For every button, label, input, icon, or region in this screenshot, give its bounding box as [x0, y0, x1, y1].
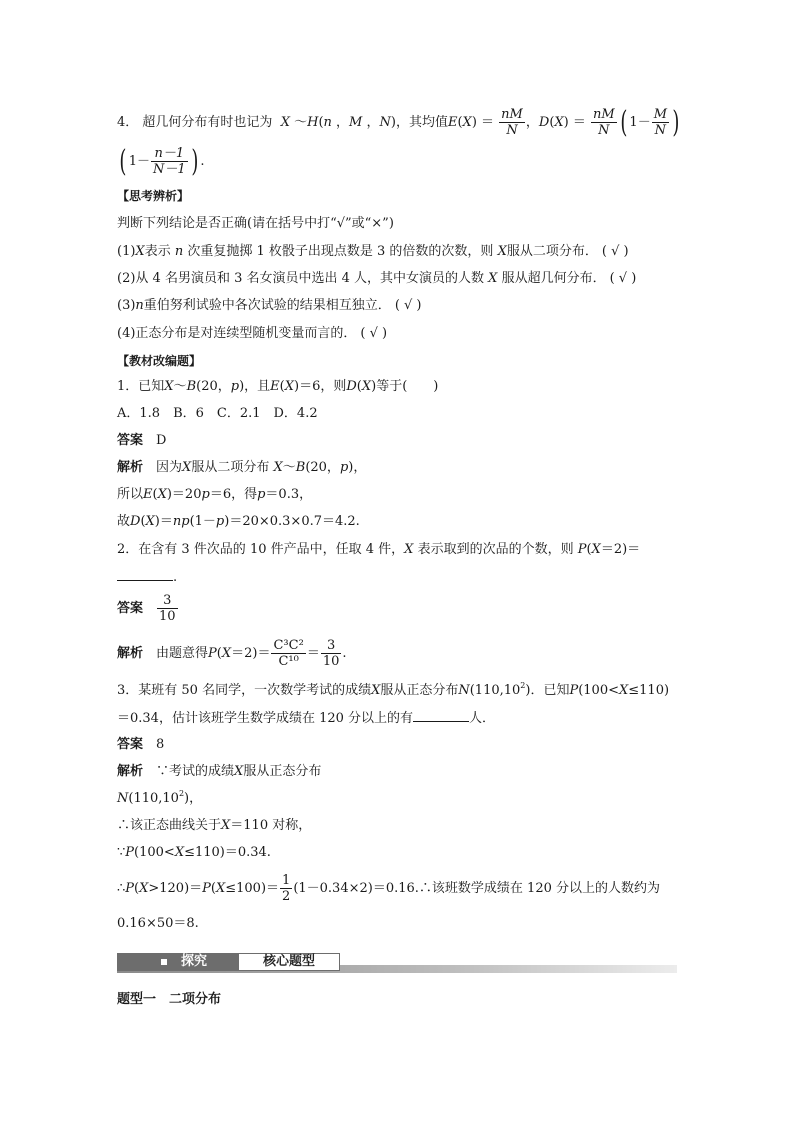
half-fraction: $\frac{1}{2}$: [282, 873, 291, 904]
problem-1-options: A．1.8 B．6 C．2.1 D．4.2: [117, 406, 318, 421]
problem-1-answer: [117, 431, 166, 451]
analysis-label: 解析: [117, 646, 144, 661]
banner-right: 核心题型: [238, 953, 340, 971]
problem-3-solution-4: ∵P(100<X≤110)＝0.34.: [117, 845, 271, 860]
answer-blank: [413, 707, 469, 722]
item4-line-2: ( 1－ $\frac{n-1}{N-1}$ ) .: [119, 143, 205, 179]
analysis-label: 解析: [117, 764, 144, 779]
m-over-n-fraction: $\frac{M}{N}$: [653, 107, 668, 138]
combination-fraction: $\frac{\text{C³C²}}{\text{C¹⁰}}$: [273, 638, 304, 669]
judge-item-4: (4)正态分布是对连续型随机变量而言的． ( √ ): [117, 326, 388, 341]
judge-intro: 判断下列结论是否正确(请在括号中打“√”或“×”): [117, 216, 394, 231]
section-heading: 题型一 二项分布: [117, 992, 222, 1007]
problem-2-solution: 解析 由题意得P(X＝2)＝ $\frac{\text{C³C²}}{\text{C¹⁰}}$ ＝ $\frac{3}{10}$ .: [117, 638, 347, 669]
section-textbook-title: 【教材改编题】: [117, 354, 202, 368]
item-number: 4．: [117, 115, 139, 130]
answer-label: 答案: [117, 433, 144, 448]
judge-item-2: (2)从 4 名男演员和 3 名女演员中选出 4 人，其中女演员的人数 X 服从超几何分布． ( √ ): [117, 271, 637, 286]
problem-1-question: 1．已知X～B(20，p)，且E(X)＝6，则D(X)等于( ): [117, 379, 439, 394]
problem-3-solution-1: 解析 ∵考试的成绩X服从正态分布: [117, 764, 322, 779]
item4-line: 4． 超几何分布有时也记为 X ～H(n ，M ，N)，其均值E(X) ＝ $\frac{nM}{N}$ ，D(X) ＝ $\frac{nM}{N}$ ( 1－ $\frac{M}{N}$ ): [117, 104, 680, 140]
banner-left: 探究: [117, 953, 238, 971]
problem-3-question-1: 3．某班有 50 名同学，一次数学考试的成绩X服从正态分布N(110,10$^2$)．已知P(100<X≤110): [117, 681, 670, 698]
result-fraction: $\frac{3}{10}$: [322, 638, 340, 669]
judge-item-1: (1)X表示 n 次重复抛掷 1 枚骰子出现点数是 3 的倍数的次数，则 X服从二项分布． ( √ ): [117, 244, 629, 259]
section-banner: [117, 953, 677, 973]
problem-2-answer: [117, 592, 179, 626]
mean-fraction: $\frac{nM}{N}$: [501, 107, 523, 138]
problem-3-solution-5: ∴P(X>120)＝P(X≤100)＝ $\frac{1}{2}$ (1－0.34×2)＝0.16.∴该班数学成绩在 120 分以上的人数约为: [117, 873, 660, 904]
section-think-title: 【思考辨析】: [117, 189, 190, 203]
problem-1-solution-2: 所以E(X)＝20p＝6，得p＝0.3，: [117, 487, 313, 502]
problem-3-question-2: ＝0.34，估计该班学生数学成绩在 120 分以上的有 人．: [117, 707, 495, 729]
answer-value: 8: [156, 737, 165, 752]
problem-3-solution-6: 0.16×50＝8.: [117, 916, 199, 931]
answer-value: D: [156, 433, 167, 448]
problem-2-blank-line: .: [117, 566, 177, 588]
variance-fraction: $\frac{nM}{N}$: [593, 107, 615, 138]
answer-mark: ( √ ): [601, 244, 629, 259]
answer-mark: ( √ ): [360, 326, 388, 341]
problem-1-solution-3: 故D(X)＝np(1－p)＝20×0.3×0.7＝4.2.: [117, 514, 360, 529]
answer-mark: ( √ ): [609, 271, 637, 286]
answer-label: 答案: [117, 601, 144, 616]
problem-3-answer: [117, 735, 164, 755]
problem-2-question: 2．在含有 3 件次品的 10 件产品中，任取 4 件，X 表示取到的次品的个数，则 P(X＝2)＝: [117, 542, 641, 557]
answer-mark: ( √ ): [394, 298, 422, 313]
answer-fraction: $\frac{3}{10}$: [159, 593, 176, 624]
answer-blank: [117, 566, 173, 581]
answer-label: 答案: [117, 737, 144, 752]
judge-item-3: (3)n重伯努利试验中各次试验的结果相互独立． ( √ ): [117, 298, 422, 313]
analysis-label: 解析: [117, 460, 144, 475]
square-icon: [161, 959, 167, 965]
problem-3-solution-3: ∴该正态曲线关于X＝110 对称，: [117, 818, 312, 833]
problem-3-solution-2: N(110,10$^2$)，: [117, 789, 203, 806]
problem-1-solution-1: 解析 因为X服从二项分布 X～B(20，p)，: [117, 460, 367, 475]
finite-correction-fraction: $\frac{n-1}{N-1}$: [153, 146, 186, 177]
